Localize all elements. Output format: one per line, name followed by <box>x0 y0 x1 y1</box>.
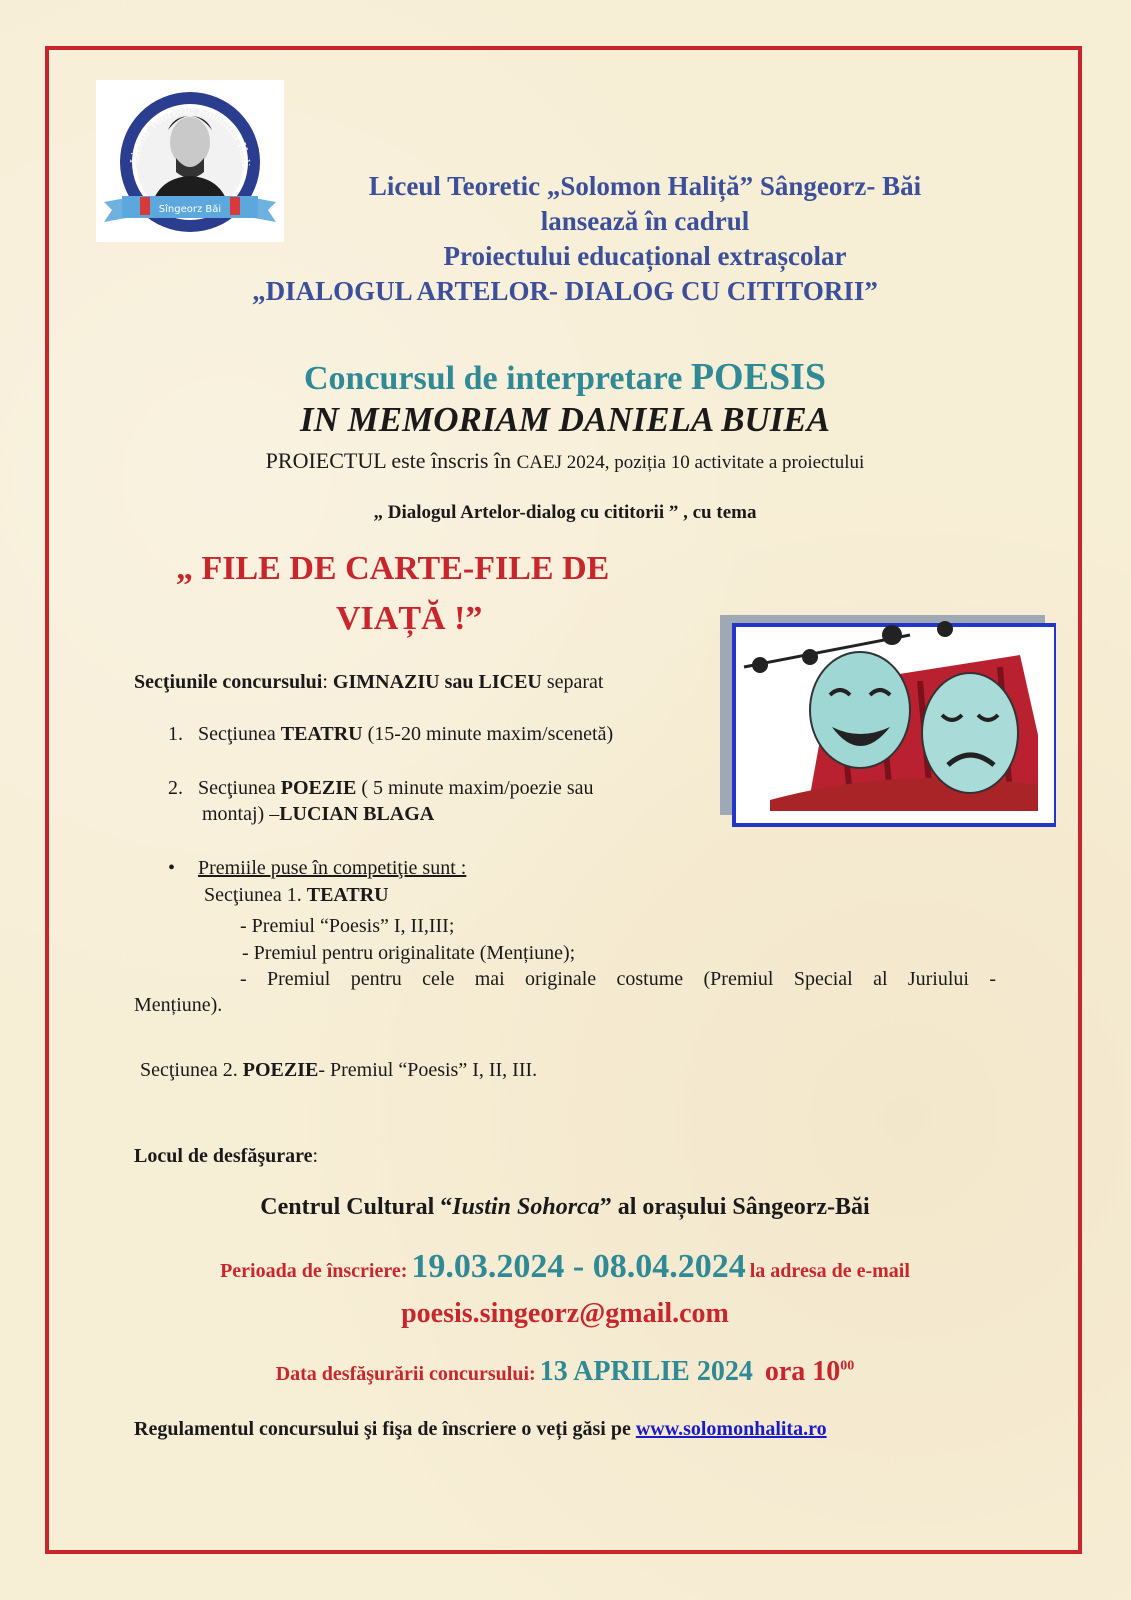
sections-intro-suffix: separat <box>541 671 604 693</box>
event-time <box>765 1356 854 1387</box>
event-time-minutes: 00 <box>840 1358 855 1374</box>
registration-period <box>100 1248 1030 1286</box>
event-date-row <box>100 1356 1030 1388</box>
section-item-2-montaj: montaj) – <box>202 803 280 825</box>
logo-ring-text: Liceul Teoretic Solomon Hali <box>127 103 253 167</box>
logo-banner-text: Sîngeorz Băi <box>158 204 222 215</box>
event-time-prefix: ora 10 <box>764 1356 841 1387</box>
venue-label-row <box>134 1145 318 1168</box>
registration-email[interactable]: poesis.singeorz@gmail.com <box>401 1298 729 1329</box>
registration-dates: 19.03.2024 - 08.04.2024 <box>411 1248 746 1285</box>
section-item-2-poet: LUCIAN BLAGA <box>279 803 435 825</box>
prizes-heading: Premiile puse în competiţie sunt : <box>198 857 467 879</box>
section-item-1-number: 1. <box>168 723 183 745</box>
venue-label: Locul de desfăşurare <box>134 1145 313 1167</box>
prizes-section-2 <box>140 1059 537 1082</box>
section-item-2-label: Secţiunea <box>198 777 281 799</box>
registration-suffix: la adresa de e-mail <box>749 1260 910 1282</box>
event-date: 13 APRILIE 2024 <box>539 1356 753 1387</box>
header-launch-line: lansează în cadrul <box>540 206 750 236</box>
section-item-2 <box>168 777 594 800</box>
theme-title-line1: „ FILE DE CARTE-FILE DE <box>176 550 610 587</box>
prize-item-3-continued: Mențiune). <box>134 994 223 1016</box>
sections-intro <box>134 671 604 694</box>
sections-intro-value: GIMNAZIU sau LICEU <box>332 671 542 693</box>
venue-label-colon: : <box>312 1145 319 1167</box>
venue-name <box>100 1194 1030 1221</box>
section-item-2-continued <box>202 803 434 826</box>
contest-title-prefix: Concursul de interpretare <box>303 360 683 397</box>
prizes-section-1-name: TEATRU <box>306 884 389 906</box>
footer-text: Regulamentul concursului şi fişa de înscriere o veți găsi pe <box>134 1418 631 1440</box>
theatre-masks-image <box>720 615 1056 827</box>
memoriam-title: IN MEMORIAM DANIELA BUIEA <box>299 400 831 439</box>
section-item-2-details: ( 5 minute maxim/poezie sau <box>356 777 594 799</box>
event-date-label: Data desfăşurării concursului: <box>275 1363 536 1385</box>
footer-line <box>134 1418 827 1441</box>
caej-line <box>100 448 1030 474</box>
sections-intro-colon: : <box>322 671 333 693</box>
theme-title-line2: VIAȚĂ !” <box>336 600 483 637</box>
caej-part-a: PROIECTUL este înscris în <box>265 448 512 473</box>
header-project-line: Proiectului educațional extrașcolar <box>443 241 847 271</box>
section-item-1 <box>168 723 613 746</box>
prize-item-3: - Premiul pentru cele mai originale costume (Premiul Special al Juriului - <box>240 968 996 990</box>
section-item-1-name: TEATRU <box>280 723 363 745</box>
section-item-2-number: 2. <box>168 777 183 799</box>
prizes-heading-row <box>168 857 466 880</box>
prize-item-1: - Premiul “Poesis” I, II,III; <box>240 915 455 937</box>
prizes-section-2-name: POEZIE <box>242 1059 319 1081</box>
sections-intro-label: Secţiunile concursului <box>134 671 323 693</box>
venue-name-b: Iustin Sohorca <box>452 1194 600 1220</box>
contest-title-name: POESIS <box>690 356 827 398</box>
bullet-icon: • <box>168 857 176 879</box>
header-school-name: Liceul Teoretic „Solomon Haliță” Sângeorz- Băi <box>368 171 922 201</box>
website-link[interactable]: www.solomonhalita.ro <box>635 1418 827 1440</box>
venue-name-c: ” al orașului Sângeorz-Băi <box>599 1194 870 1220</box>
section-item-2-name: POEZIE <box>280 777 357 799</box>
prize-item-2: - Premiul pentru originalitate (Mențiune); <box>242 942 576 964</box>
section-item-1-details: (15-20 minute maxim/scenetă) <box>362 723 614 745</box>
prizes-section-2-details: - Premiul “Poesis” I, II, III. <box>318 1059 538 1081</box>
venue-name-a: Centrul Cultural “ <box>260 1194 453 1220</box>
prizes-section-1 <box>204 884 389 907</box>
header-project-name: „DIALOGUL ARTELOR- DIALOG CU CITITORII” <box>252 276 878 306</box>
prizes-section-1-label: Secţiunea 1. <box>204 884 307 906</box>
contest-title <box>100 355 1030 399</box>
caej-part-b: CAEJ 2024, poziția 10 activitate a proiectului <box>516 452 865 473</box>
registration-label: Perioada de înscriere: <box>220 1260 408 1282</box>
section-item-1-label: Secţiunea <box>198 723 281 745</box>
prizes-section-2-label: Secţiunea 2. <box>140 1059 243 1081</box>
theme-line: „ Dialogul Artelor-dialog cu cititorii ” , cu tema <box>373 502 757 523</box>
school-logo <box>96 80 284 242</box>
